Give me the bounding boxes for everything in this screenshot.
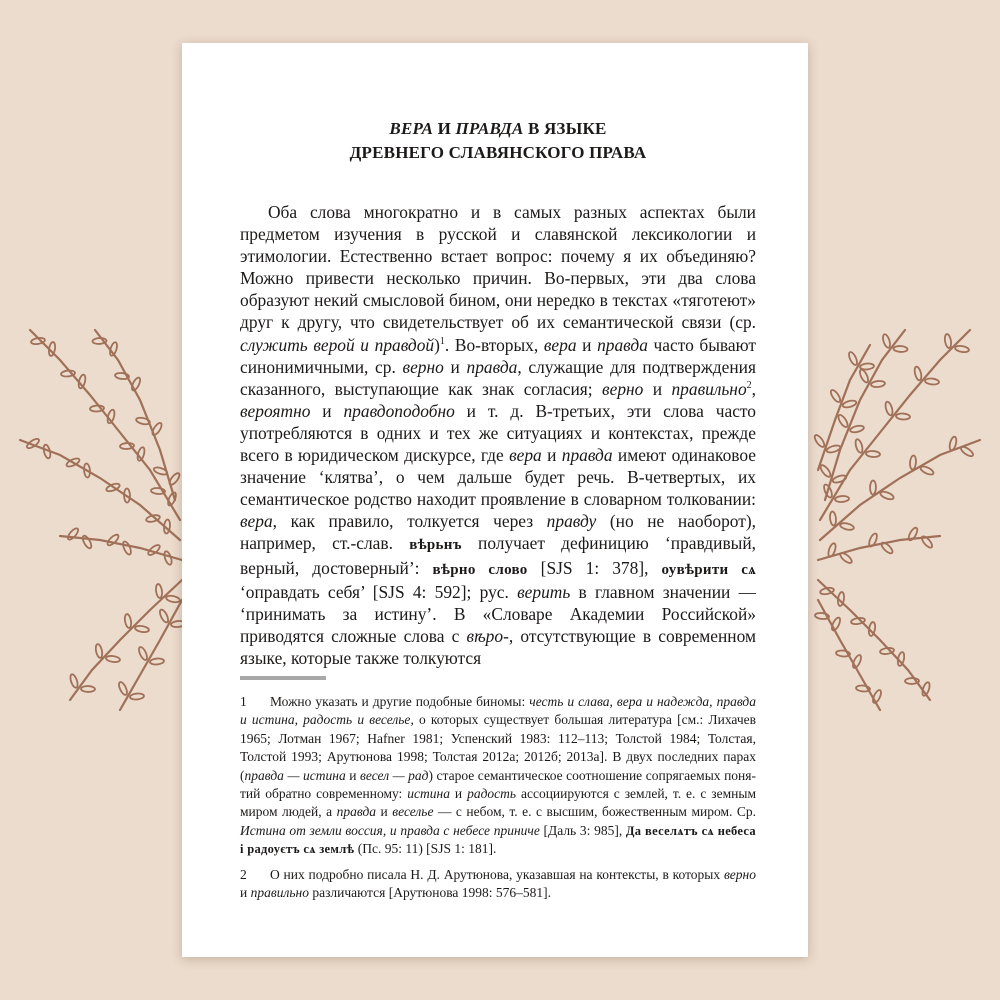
leaf-icon — [106, 655, 121, 663]
footnote-1-italic-term: истина — [407, 786, 450, 801]
leaf-icon — [919, 465, 934, 476]
body-text: в главном значении — ‘принимать за истину’. В «Словаре Академии Российской» приводятся сложные слова с — [240, 581, 756, 646]
footnote-number: 2 — [240, 866, 247, 882]
footnote-1-church-slavonic-word: Да веселѧтъ сѧ небеса і радоуєтъ сѧ землѣ — [240, 823, 756, 857]
leaf-icon — [130, 376, 141, 391]
footnote-1-text: и — [376, 804, 393, 820]
footnote-number: 1 — [240, 693, 247, 709]
leaf-icon — [106, 533, 120, 547]
footnote-1-italic-term: честь и слава, вера и надежда, правда и истина, радость и веселье — [240, 693, 756, 728]
leaf-icon — [866, 451, 880, 458]
body-italic-term: вѣро- — [466, 625, 509, 646]
leaf-icon — [829, 389, 842, 404]
branch-stem — [820, 440, 980, 540]
leaf-icon — [896, 413, 910, 420]
body-text: и — [541, 445, 562, 466]
body-italic-term: правду — [546, 511, 597, 532]
body-italic-term: вероятно — [240, 400, 311, 421]
branch-stem — [818, 580, 930, 700]
leaf-icon — [813, 434, 826, 449]
footnote-2-italic-term: верно — [723, 866, 756, 882]
body-italic-term: правдоподобно — [343, 400, 455, 421]
body-text: , отсутствующие в современном языке, которые также толкуются — [240, 625, 756, 668]
title-italic-vera: ВЕРА — [389, 119, 434, 138]
leaf-icon — [81, 686, 95, 692]
body-church-slavonic-word: оувѣрити сѧ — [661, 561, 757, 578]
leaf-icon — [42, 444, 51, 459]
leaf-icon — [61, 370, 76, 377]
body-text: (но не наоборот), например, ст.-слав. — [240, 511, 757, 554]
body-text: [SJS 1: 378], — [527, 557, 662, 578]
leaf-icon — [955, 345, 970, 353]
leaf-icon — [829, 511, 836, 526]
title-line-1 — [240, 117, 756, 141]
footnote-separator — [240, 676, 326, 680]
leaf-icon — [77, 374, 86, 389]
footnote-1 — [240, 693, 756, 859]
leaf-icon — [884, 401, 894, 416]
leaf-icon — [913, 366, 922, 381]
leaf-icon — [830, 616, 841, 631]
body-italic-term: правда — [466, 356, 518, 377]
body-italic-term: вера — [240, 511, 273, 532]
body-text: , как правило, толкуется через — [272, 511, 547, 532]
leaf-icon — [137, 646, 148, 661]
leaf-icon — [847, 351, 858, 366]
body-italic-term: вера — [509, 445, 542, 466]
leaf-icon — [837, 414, 850, 429]
body-italic-term: служить верой и правдой — [240, 334, 435, 355]
leaf-icon — [81, 534, 93, 549]
body-text: и — [310, 400, 344, 421]
footnote-1-text: ) старое семантическое соотношение сопрягаемых понятий обратно современному: — [240, 767, 756, 801]
footnote-2-text: и — [240, 885, 251, 901]
leaf-icon — [909, 455, 916, 469]
body-text: Оба слова многократно и в самых разных аспектах были предметом изучения в русской и славянской лексикологии и этимологии. Естественно встает вопрос: почему я их объединяю? Можно привести несколько причин. Во-первых, эти два слова образуют некий смысловой бином, они нередко в текстах «тяготеют» друг к другу, что свидетельствует об их семантической связи (ср. — [240, 202, 756, 333]
body-text: ‘оправдать себя’ [SJS 4: 592]; рус. — [240, 581, 518, 602]
leaf-icon — [158, 608, 169, 623]
leaf-icon — [150, 658, 164, 665]
leaf-icon — [117, 681, 128, 696]
footnote-1-text: (Пс. 95: 11) [SJS 1: 181]. — [354, 841, 497, 857]
footnote-1-italic-term: весел — рад — [360, 767, 429, 783]
title-line-2: ДРЕВНЕГО СЛАВЯНСКОГО ПРАВА — [349, 143, 647, 162]
body-footnote-ref: 1 — [439, 335, 445, 347]
main-paragraph — [240, 201, 756, 669]
leaf-icon — [155, 584, 163, 599]
body-text: имеют одинаковое значение ‘клятва’, о чем дальше будет речь. В-четвертых, их семантическое родство находит проявление в словарном толковании: — [240, 445, 756, 510]
body-text: , служащие для подтверждения сказанного, выступающие как знак согласия; — [240, 356, 756, 399]
footnote-1-italic-term: Истина от земли воссия, и правда с небесе приниче — [240, 822, 540, 838]
body-italic-term: верно — [602, 378, 644, 399]
book-page — [182, 43, 808, 957]
leaf-icon — [839, 551, 854, 564]
footnote-2-text: О них подробно писала Н. Д. Арутюнова, указавшая на контексты, в которых — [270, 866, 724, 882]
leaf-icon — [882, 333, 892, 348]
body-text: и — [576, 334, 598, 355]
footnote-1-text: и — [449, 786, 468, 801]
leaf-icon — [124, 614, 132, 629]
body-text: и — [443, 356, 467, 377]
leaf-icon — [832, 474, 847, 484]
leaf-icon — [860, 363, 874, 370]
leaf-icon — [854, 438, 864, 453]
body-text: часто бывают синонимичными, ср. — [240, 334, 756, 377]
leaf-icon — [840, 522, 855, 531]
footnote-1-text: Можно указать и другие подобные биномы: — [270, 693, 530, 709]
leaf-icon — [121, 540, 132, 555]
leaf-icon — [921, 681, 931, 696]
leaf-icon — [69, 673, 79, 688]
leaf-icon — [851, 654, 862, 669]
body-text: . Во-вторых, — [444, 334, 544, 355]
leaf-icon — [871, 689, 882, 704]
body-text: ) — [434, 334, 440, 355]
leaf-icon — [835, 496, 849, 503]
body-italic-term: верить — [517, 581, 571, 602]
leaf-icon — [109, 341, 119, 356]
page-title — [240, 117, 756, 165]
leaf-icon — [819, 464, 832, 479]
footnote-1-italic-term: веселье — [392, 804, 434, 820]
footnote-1-italic-term: правда — истина — [244, 767, 346, 783]
footnote-2-text: различаются [Арутюнова 1998: 576–581]. — [308, 885, 552, 901]
body-italic-term: правда — [597, 334, 648, 355]
leaf-icon — [95, 644, 104, 659]
leaf-icon — [135, 625, 150, 633]
footnote-1-text: , о которых существует большая литература [см.: Лихачев 1965; Лотман 1967; Hafner 1981; Успенский 1983: 112–113; Толстой 1984; Толстая, Толстой 1993; Арутюнова 1998; Толстая 2012а; 2012б; 2013а]. В двух последних парах ( — [240, 712, 756, 783]
leaf-icon — [106, 409, 116, 424]
title-and: И — [433, 119, 456, 138]
footnote-1-text: [Даль 3: 985], — [539, 822, 626, 838]
leaf-icon — [166, 595, 181, 604]
leaf-icon — [66, 527, 80, 541]
title-italic-pravda: ПРАВДА — [455, 119, 524, 138]
footnotes — [240, 693, 756, 902]
body-italic-term: правильно — [671, 378, 747, 399]
footnote-1-italic-term: радость — [467, 786, 517, 801]
body-church-slavonic-word: вѣрьнъ — [409, 537, 462, 554]
body-text: , — [751, 378, 756, 399]
leaf-icon — [879, 490, 894, 501]
leaf-icon — [871, 380, 886, 387]
body-italic-term: правда — [561, 445, 613, 466]
leaf-icon — [842, 399, 857, 408]
footnote-1-italic-term: правда — [336, 804, 377, 820]
footnote-2 — [240, 866, 756, 903]
body-italic-term: вера — [543, 334, 577, 355]
leaf-icon — [130, 693, 144, 700]
footnote-1-text: ассоциируются с землей, т. е. с земным миром людей, а — [240, 786, 756, 820]
leaf-icon — [944, 334, 952, 349]
leaf-icon — [960, 445, 975, 458]
body-text: и т. д. В-третьих, эти слова часто употребляются в одних и тех же ситуациях и контекстах, прежде всего в юридическом дискурсе, где — [240, 400, 756, 466]
body-footnote-ref: 2 — [746, 379, 752, 391]
leaf-icon — [147, 543, 162, 556]
body-text: и — [643, 378, 672, 399]
footnote-1-text: и — [345, 767, 361, 783]
footnote-1-text: — с небом, т. е. с высшим, божественным миром. Ср. — [433, 804, 756, 820]
leaf-icon — [136, 446, 146, 461]
body-italic-term: верно — [402, 356, 444, 377]
branch-stem — [20, 440, 180, 540]
branch-stem — [70, 580, 182, 700]
leaf-icon — [925, 378, 940, 385]
leaf-icon — [893, 346, 907, 352]
leaf-icon — [163, 550, 173, 565]
title-rest: В ЯЗЫКЕ — [523, 119, 607, 138]
leaf-icon — [858, 368, 869, 383]
leaf-icon — [870, 480, 876, 494]
body-text: получает дефиницию ‘правдивый, верный, достоверный’: — [240, 533, 756, 578]
leaf-icon — [850, 425, 865, 434]
footnote-2-italic-term: правильно — [250, 885, 309, 901]
body-church-slavonic-word: вѣрно слово — [432, 561, 528, 578]
